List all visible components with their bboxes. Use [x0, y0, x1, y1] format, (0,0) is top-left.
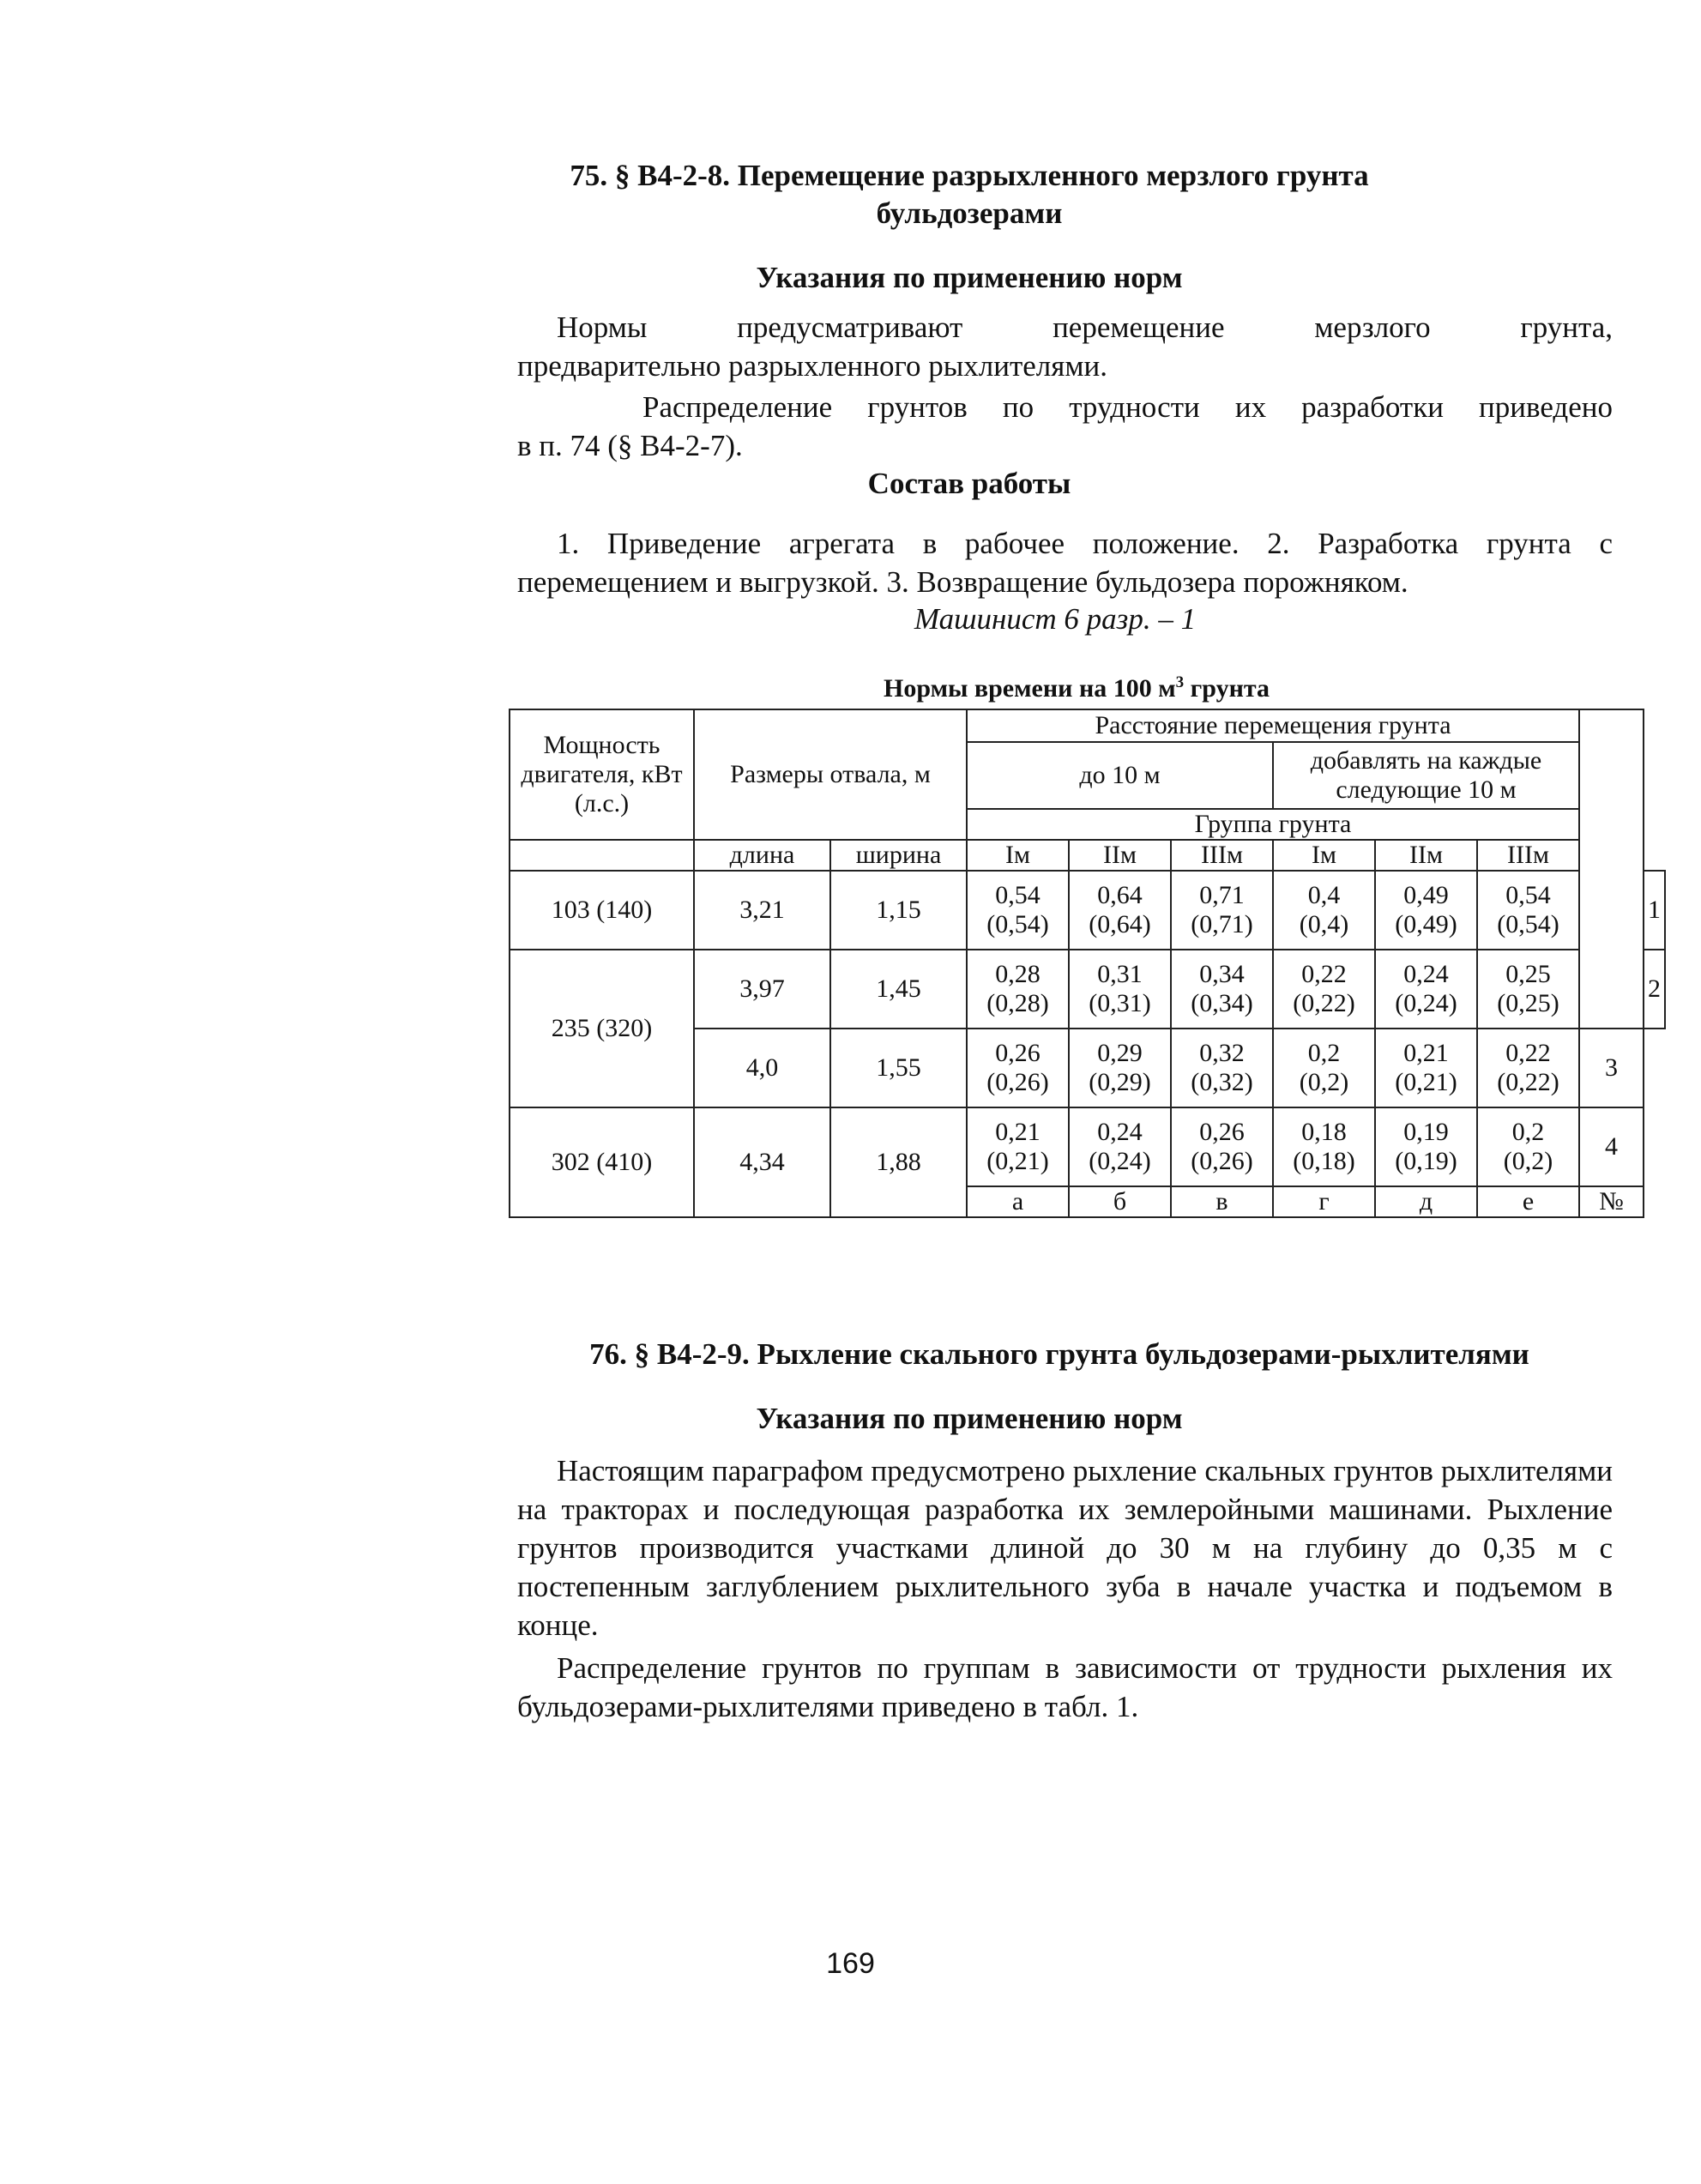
cell-norm	[1477, 1107, 1579, 1186]
cell-value-paren: (0,21)	[1395, 1068, 1457, 1096]
cell-norm	[967, 1107, 1069, 1186]
cell-value-paren: (0,71)	[1191, 910, 1253, 938]
cell-norm	[1273, 1029, 1375, 1107]
cell-norm	[1375, 871, 1477, 950]
header-power: Мощность двигателя, кВт (л.с.)	[510, 709, 694, 840]
cell-norm	[1273, 950, 1375, 1029]
cell-value: 0,49	[1403, 881, 1449, 909]
cell-row-number: 4	[1579, 1107, 1644, 1186]
cell-value-paren: (0,31)	[1089, 989, 1151, 1017]
cell-norm	[1273, 1107, 1375, 1186]
section-76-instructions-heading: Указания по применению норм	[756, 1402, 1183, 1435]
section-76-para1: Настоящим параграфом предусмотрено рыхление скальных грунтов рыхлителями на тракторах и последующая разработка их землеройными машинами. Рыхление грунтов производится участками длиной до 30 м на глубину до 0,35 м с постепенным заглублением рыхлительного зуба в начале участка и подъемом в конце.	[517, 1454, 1613, 1642]
section-75-title	[515, 157, 1424, 232]
cell-norm	[1171, 871, 1273, 950]
cell-value: 0,21	[995, 1118, 1041, 1146]
header-add-each-10m: добавлять на каждые следующие 10 м	[1273, 742, 1579, 809]
cell-width: 1,45	[830, 950, 967, 1029]
cell-norm	[1069, 1107, 1171, 1186]
table-header-row-4	[510, 840, 1665, 871]
column-letter: е	[1477, 1186, 1579, 1217]
column-letter: в	[1171, 1186, 1273, 1217]
cell-value-paren: (0,22)	[1497, 1068, 1559, 1096]
table-caption-tail: грунта	[1184, 674, 1270, 703]
column-letter: а	[967, 1186, 1069, 1217]
norms-table	[509, 709, 1666, 1218]
cell-row-number: 3	[1579, 1029, 1644, 1107]
table-row	[510, 871, 1665, 950]
section-75-para1-line2: предварительно разрыхленного рыхлителями.	[517, 349, 1107, 383]
cell-norm	[1375, 1107, 1477, 1186]
cell-value: 0,71	[1199, 881, 1245, 909]
cell-norm	[1171, 1029, 1273, 1107]
header-width: ширина	[830, 840, 967, 871]
section-75-title-line2: бульдозерами	[876, 196, 1063, 230]
cell-value: 0,24	[1403, 960, 1449, 988]
section-75-para1-line1: Нормы предусматривают перемещение мерзлого грунта,	[557, 311, 1613, 344]
section-75-paragraph-1	[517, 308, 1613, 385]
cell-value: 0,22	[1301, 960, 1347, 988]
cell-value: 0,29	[1097, 1039, 1143, 1067]
section-76-para2: Распределение грунтов по группам в зависимости от трудности рыхления их бульдозерами-рыхлителями приведено в табл. 1.	[517, 1651, 1613, 1723]
section-75-title-line1: 75. § В4-2-8. Перемещение разрыхленного мерзлого грунта	[570, 159, 1369, 192]
cell-value-paren: (0,19)	[1395, 1147, 1457, 1175]
cell-value-paren: (0,22)	[1293, 989, 1355, 1017]
cell-power: 302 (410)	[510, 1107, 694, 1217]
cell-value: 0,21	[1403, 1039, 1449, 1067]
cell-norm	[1171, 1107, 1273, 1186]
cell-value: 0,64	[1097, 881, 1143, 909]
cell-value: 0,25	[1505, 960, 1551, 988]
table-row	[510, 950, 1665, 1029]
cell-value-paren: (0,2)	[1299, 1068, 1349, 1096]
header-number-column	[1579, 709, 1644, 1029]
header-blade-size: Размеры отвала, м	[694, 709, 967, 840]
cell-value: 0,32	[1199, 1039, 1245, 1067]
cell-length: 3,21	[694, 871, 830, 950]
cell-value: 0,54	[1505, 881, 1551, 909]
crew-composition: Машинист 6 разр. – 1	[914, 602, 1197, 636]
cell-norm	[967, 950, 1069, 1029]
cell-norm	[1477, 950, 1579, 1029]
cell-norm	[1069, 950, 1171, 1029]
group-iim-1: IIм	[1069, 840, 1171, 871]
cell-value: 0,4	[1307, 881, 1341, 909]
cell-value: 0,26	[1199, 1118, 1245, 1146]
group-iim-2: IIм	[1375, 840, 1477, 871]
cell-width: 1,55	[830, 1029, 967, 1107]
section-75-work-heading: Состав работы	[867, 467, 1071, 500]
cell-value: 0,24	[1097, 1118, 1143, 1146]
cell-value-paren: (0,26)	[986, 1068, 1049, 1096]
cell-norm	[1171, 950, 1273, 1029]
cell-norm	[1375, 1029, 1477, 1107]
table-header-row-1	[510, 709, 1665, 742]
number-sign: №	[1579, 1186, 1644, 1217]
cell-norm	[1477, 871, 1579, 950]
section-75-work-line2: перемещением и выгрузкой. 3. Возвращение бульдозера порожняком.	[517, 565, 1408, 599]
cell-value-paren: (0,54)	[986, 910, 1049, 938]
cell-value-paren: (0,54)	[1497, 910, 1559, 938]
section-76-title: 76. § В4-2-9. Рыхление скального грунта бульдозерами-рыхлителями	[589, 1337, 1529, 1371]
cell-power: 103 (140)	[510, 871, 694, 950]
cell-norm	[1069, 1029, 1171, 1107]
cell-norm	[1375, 950, 1477, 1029]
table-caption-superscript: 3	[1175, 673, 1185, 691]
section-75-paragraph-2	[517, 388, 1613, 465]
cell-length: 4,34	[694, 1107, 830, 1217]
cell-value-paren: (0,4)	[1299, 910, 1349, 938]
cell-value-paren: (0,21)	[986, 1147, 1049, 1175]
cell-value: 0,2	[1511, 1118, 1545, 1146]
section-75-para2-line2: в п. 74 (§ В4-2-7).	[517, 429, 743, 462]
header-length: длина	[694, 840, 830, 871]
cell-width: 1,88	[830, 1107, 967, 1217]
page-number: 169	[826, 1947, 875, 1980]
header-distance: Расстояние перемещения грунта	[967, 709, 1579, 742]
cell-value-paren: (0,28)	[986, 989, 1049, 1017]
header-soil-group: Группа грунта	[967, 809, 1579, 840]
cell-value-paren: (0,24)	[1089, 1147, 1151, 1175]
cell-norm	[967, 871, 1069, 950]
section-75-work-description	[517, 524, 1613, 601]
cell-value-paren: (0,24)	[1395, 989, 1457, 1017]
header-power-cont	[510, 840, 694, 871]
cell-power: 235 (320)	[510, 950, 694, 1107]
group-im-2: Iм	[1273, 840, 1375, 871]
table-row	[510, 1107, 1665, 1186]
cell-value-paren: (0,64)	[1089, 910, 1151, 938]
cell-value-paren: (0,18)	[1293, 1147, 1355, 1175]
cell-length: 4,0	[694, 1029, 830, 1107]
table-caption-text: Нормы времени на 100 м	[884, 674, 1176, 703]
cell-value: 0,22	[1505, 1039, 1551, 1067]
section-75-para2-line1: Распределение грунтов по трудности их разработки приведено	[642, 390, 1613, 424]
cell-value: 0,54	[995, 881, 1041, 909]
header-up-to-10m: до 10 м	[967, 742, 1273, 809]
section-76-paragraph-2	[517, 1649, 1613, 1726]
table-caption	[506, 666, 1647, 706]
cell-norm	[967, 1029, 1069, 1107]
group-iiim-2: IIIм	[1477, 840, 1579, 871]
cell-value: 0,2	[1307, 1039, 1341, 1067]
cell-norm	[1069, 871, 1171, 950]
cell-value-paren: (0,2)	[1503, 1147, 1553, 1175]
cell-norm	[1477, 1029, 1579, 1107]
column-letter: г	[1273, 1186, 1375, 1217]
section-75-work-line1: 1. Приведение агрегата в рабочее положение. 2. Разработка грунта с	[557, 527, 1613, 560]
cell-row-number: 1	[1644, 871, 1665, 950]
cell-value: 0,18	[1301, 1118, 1347, 1146]
cell-value-paren: (0,34)	[1191, 989, 1253, 1017]
cell-value: 0,34	[1199, 960, 1245, 988]
section-76-paragraph-1	[517, 1451, 1613, 1644]
group-iiim-1: IIIм	[1171, 840, 1273, 871]
cell-row-number: 2	[1644, 950, 1665, 1029]
cell-value-paren: (0,49)	[1395, 910, 1457, 938]
cell-value-paren: (0,26)	[1191, 1147, 1253, 1175]
column-letter: д	[1375, 1186, 1477, 1217]
cell-value-paren: (0,32)	[1191, 1068, 1253, 1096]
cell-value: 0,26	[995, 1039, 1041, 1067]
cell-value-paren: (0,25)	[1497, 989, 1559, 1017]
cell-value: 0,31	[1097, 960, 1143, 988]
cell-value-paren: (0,29)	[1089, 1068, 1151, 1096]
cell-width: 1,15	[830, 871, 967, 950]
cell-norm	[1273, 871, 1375, 950]
column-letter: б	[1069, 1186, 1171, 1217]
section-75-instructions-heading: Указания по применению норм	[756, 261, 1183, 294]
cell-value: 0,19	[1403, 1118, 1449, 1146]
group-im-1: Iм	[967, 840, 1069, 871]
cell-length: 3,97	[694, 950, 830, 1029]
cell-value: 0,28	[995, 960, 1041, 988]
